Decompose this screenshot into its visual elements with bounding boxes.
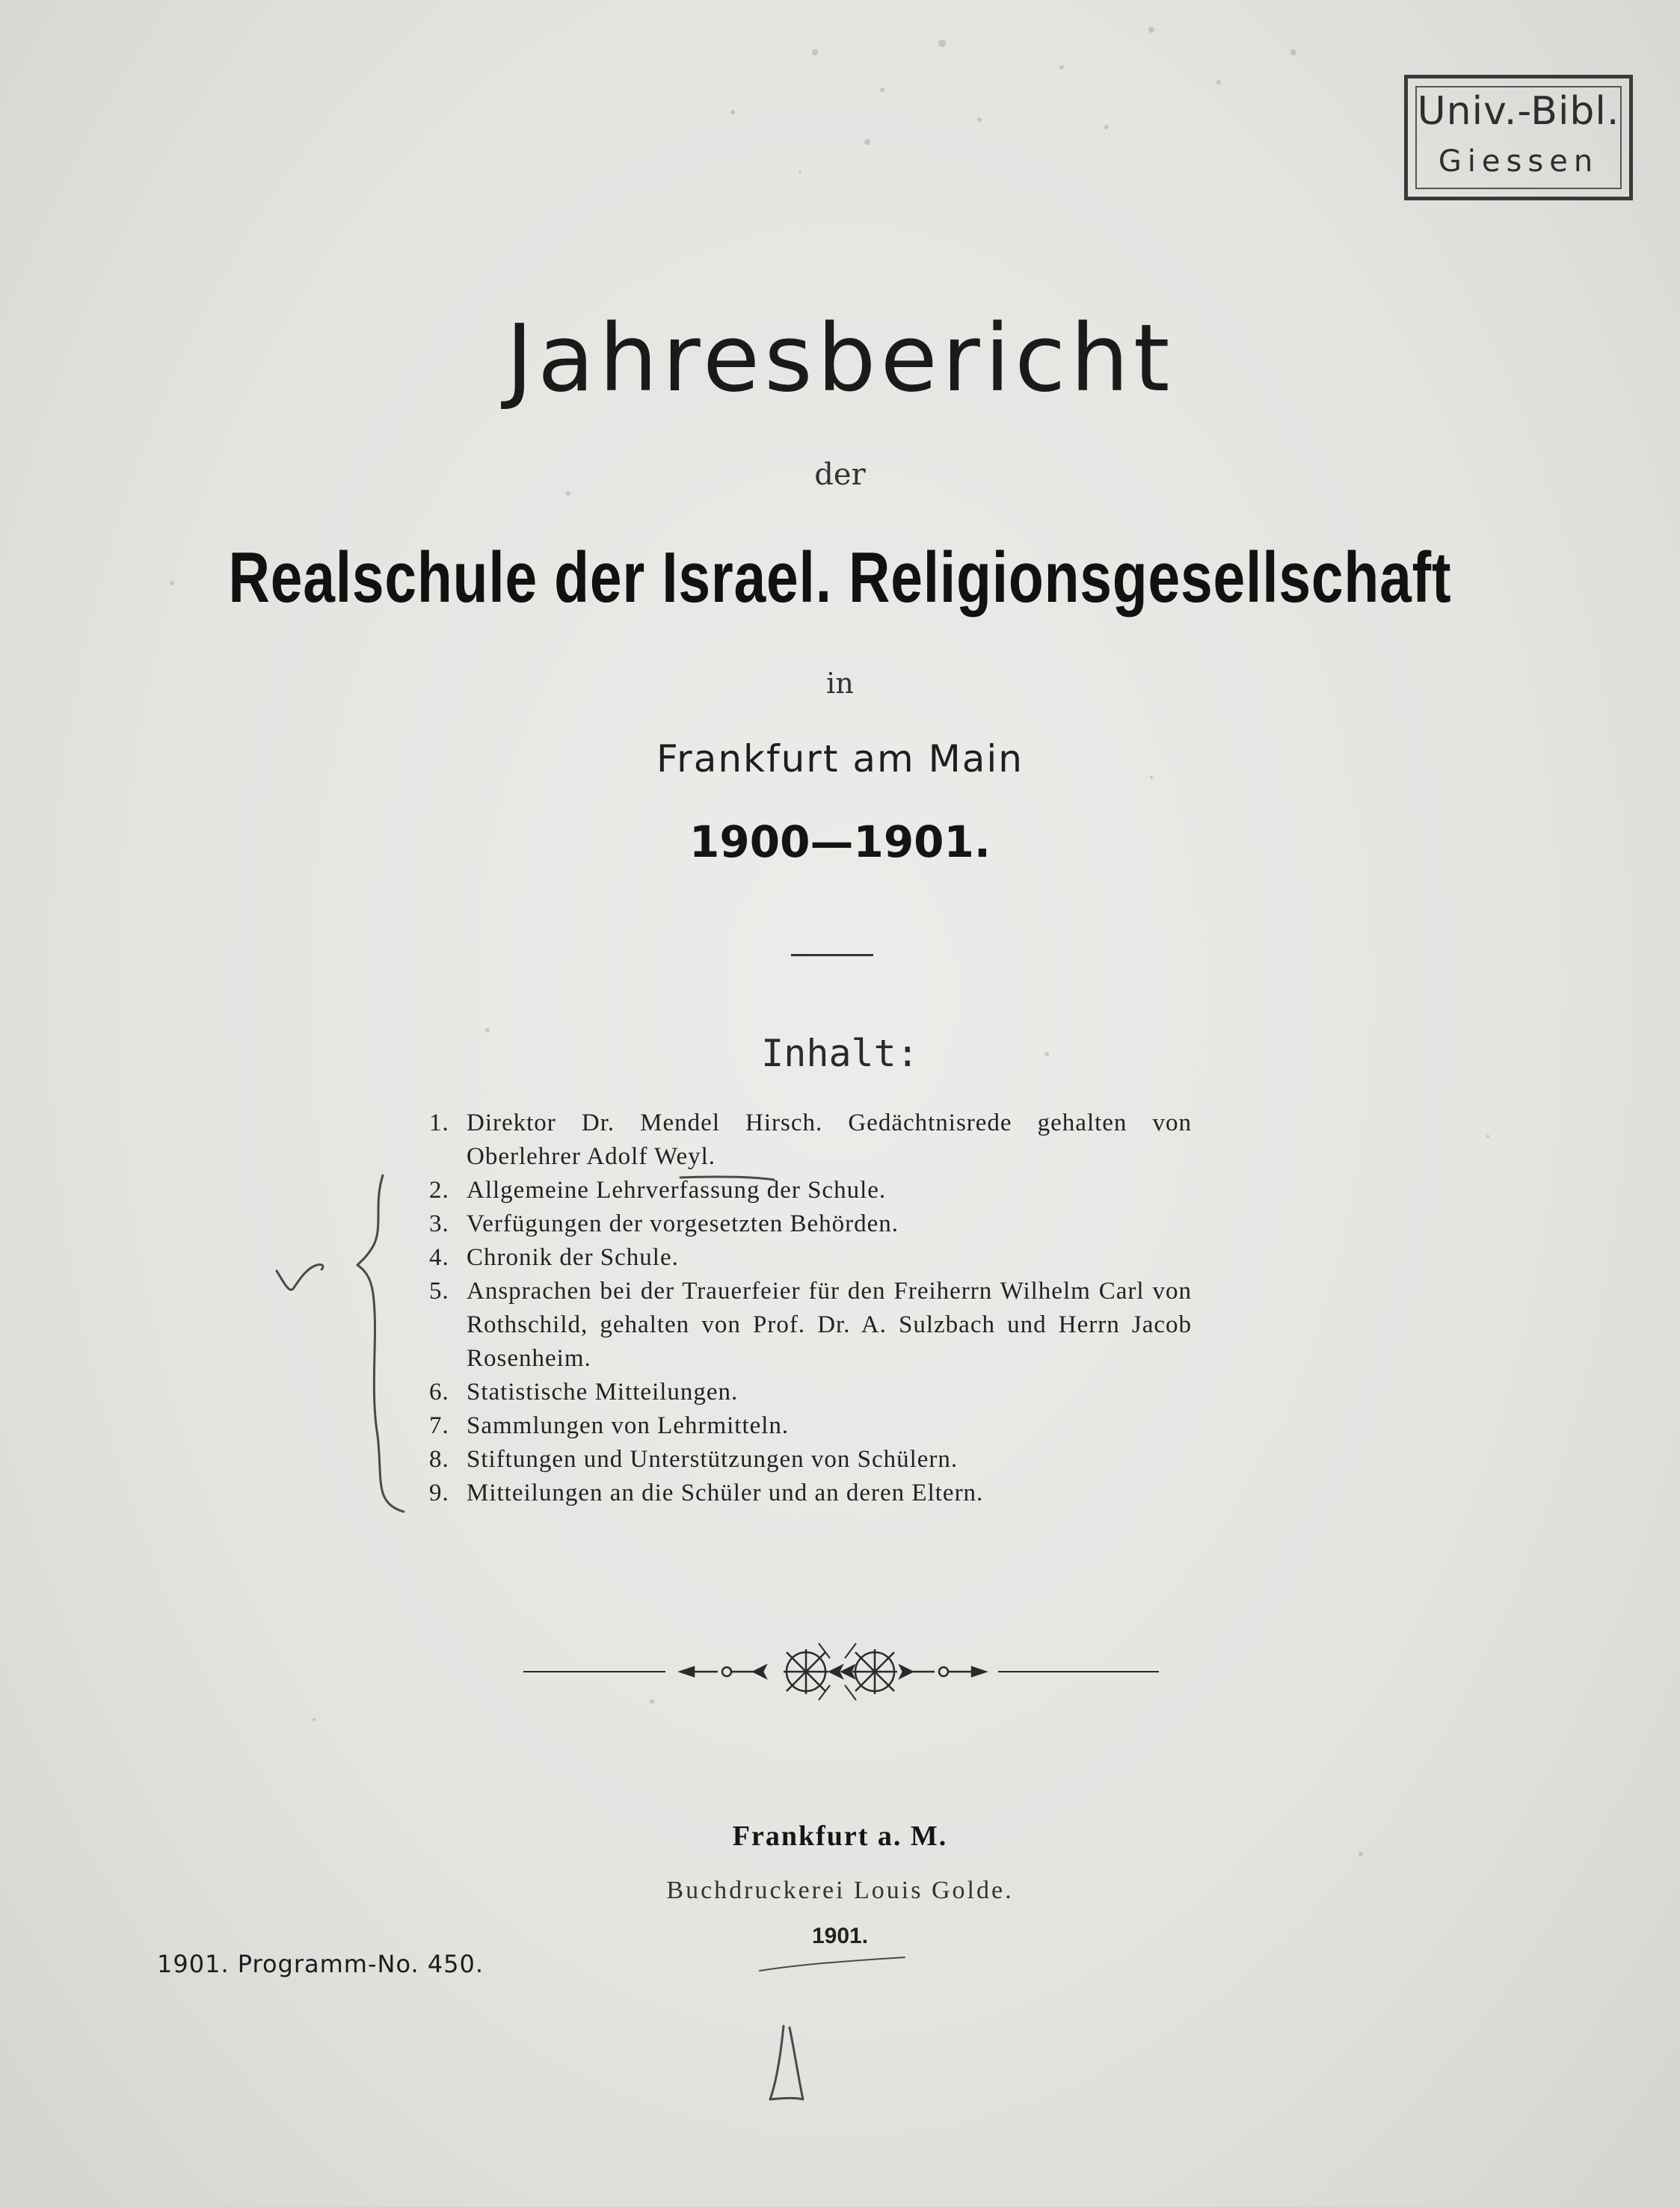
- contents-item-text: Ansprachen bei der Trauerfeier für den Freiherrn Wilhelm Carl von Rothschild, gehalten von Prof. Dr. A. Sulzbach und Herrn Jacob Rosenheim.: [467, 1278, 1192, 1372]
- contents-item-number: 4.: [429, 1244, 449, 1271]
- contents-item-number: 3.: [429, 1210, 449, 1237]
- contents-item-number: 9.: [429, 1480, 449, 1506]
- contents-item: [429, 1409, 1192, 1443]
- contents-item-text: Mitteilungen an die Schüler und an deren Eltern.: [467, 1480, 984, 1506]
- library-stamp-line2: Giessen: [1438, 144, 1599, 179]
- contents-item: [429, 1443, 1192, 1477]
- library-stamp-line1: Univ.-Bibl.: [1417, 89, 1620, 134]
- contents-item-number: 8.: [429, 1446, 449, 1473]
- contents-item-number: 1.: [429, 1109, 449, 1136]
- contents-item: [429, 1106, 1192, 1174]
- school-name-text: Realschule der Israel. Religionsgesellschaft: [228, 538, 1452, 618]
- report-title: Jahresbericht: [505, 305, 1175, 413]
- contents-item: [429, 1174, 1192, 1207]
- preposition-in: in: [826, 667, 854, 700]
- contents-item-text: Direktor Dr. Mendel Hirsch. Gedächtnisrede gehalten von Oberlehrer Adolf Weyl.: [467, 1109, 1192, 1170]
- contents-item: [429, 1207, 1192, 1241]
- school-name: [0, 537, 1680, 619]
- contents-list: [429, 1106, 1192, 1510]
- program-number: 1901. Programm-No. 450.: [157, 1950, 484, 1978]
- contents-item-number: 2.: [429, 1177, 449, 1204]
- contents-item-text: Stiftungen und Unterstützungen von Schülern.: [467, 1446, 959, 1473]
- contents-item: [429, 1241, 1192, 1275]
- contents-item-text: Chronik der Schule.: [467, 1244, 679, 1271]
- contents-item: [429, 1275, 1192, 1376]
- contents-item-number: 7.: [429, 1412, 449, 1439]
- contents-item-text: Allgemeine Lehrverfassung der Schule.: [467, 1177, 887, 1204]
- pencil-delta-mark-icon: [770, 2026, 803, 2099]
- contents-item: [429, 1477, 1192, 1510]
- contents-item-number: 5.: [429, 1278, 449, 1305]
- article-der: der: [814, 458, 866, 492]
- contents-item-text: Statistische Mitteilungen.: [467, 1379, 739, 1406]
- school-years: 1900—1901.: [689, 816, 991, 867]
- decorative-ornament-icon: [516, 1636, 1166, 1711]
- imprint-printer: Buchdruckerei Louis Golde.: [666, 1877, 1014, 1904]
- contents-heading: Inhalt:: [761, 1032, 919, 1075]
- imprint-city: Frankfurt a. M.: [732, 1820, 948, 1852]
- pencil-stroke-near-year-icon: [760, 1957, 905, 1971]
- contents-item: [429, 1376, 1192, 1409]
- pencil-bracket-icon: [357, 1175, 404, 1512]
- imprint-year: 1901.: [811, 1924, 869, 1948]
- contents-item-text: Sammlungen von Lehrmitteln.: [467, 1412, 790, 1439]
- contents-item-text: Verfügungen der vorgesetzten Behörden.: [467, 1210, 899, 1237]
- library-stamp: [1404, 75, 1633, 200]
- contents-item-number: 6.: [429, 1379, 449, 1406]
- city-name: Frankfurt am Main: [656, 737, 1024, 781]
- divider-rule: [791, 954, 873, 956]
- pencil-check-v-icon: [277, 1264, 323, 1290]
